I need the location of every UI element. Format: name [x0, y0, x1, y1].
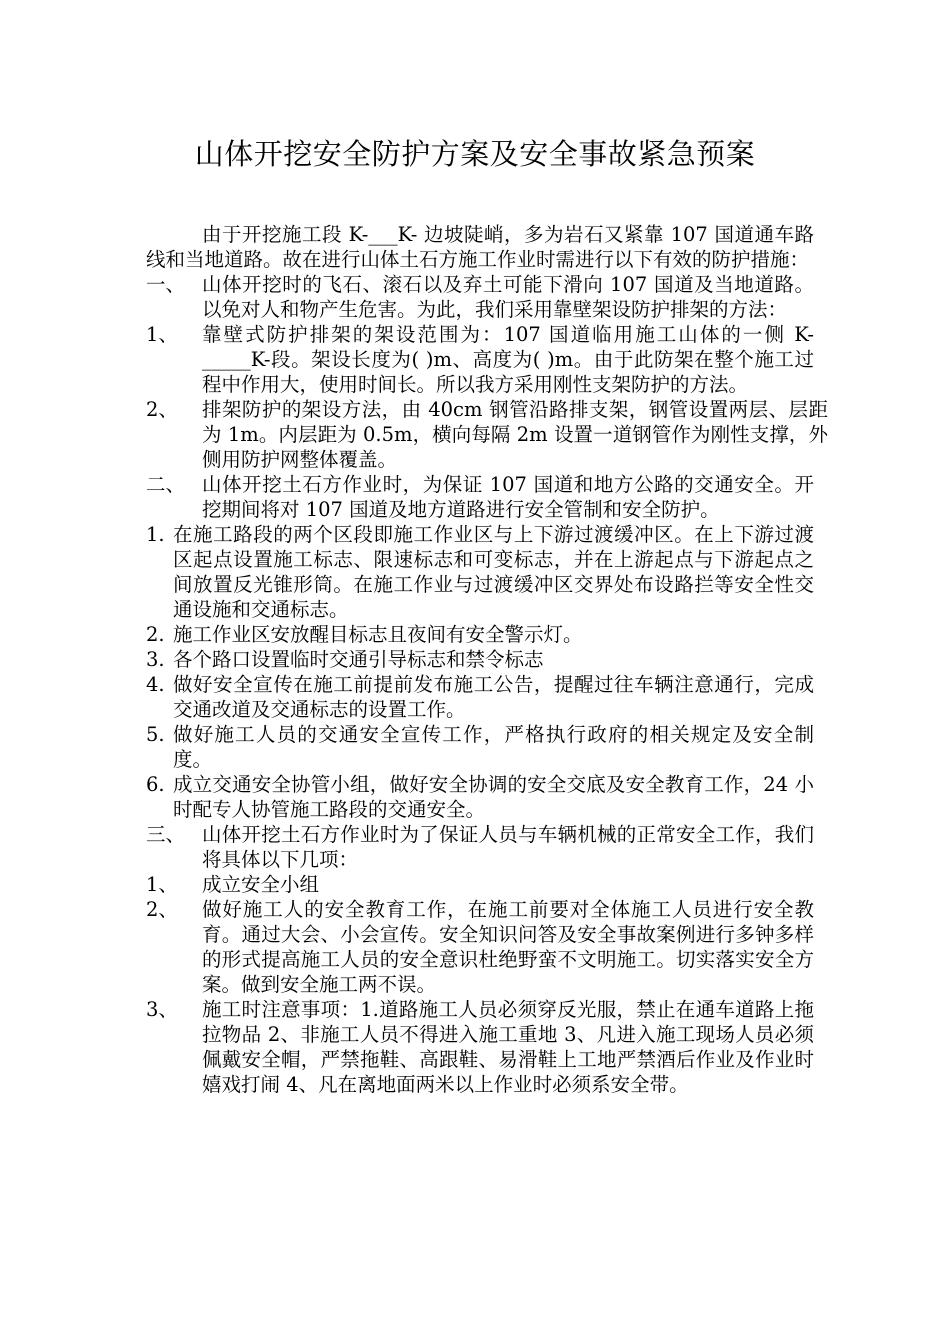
document-body	[146, 222, 828, 1097]
item-text: 靠壁式防护排架的架设范围为：107 国道临用施工山体的一侧 K-_____K-段。架设长度为( )m、高度为( )m。由于此防架在整个施工过程中作用大，使用时间长。所以我方采用刚性支架防护的方法。	[202, 323, 814, 396]
section-1-item-2	[146, 397, 828, 472]
section-2	[146, 472, 814, 522]
item-number: 一、	[146, 273, 186, 296]
item-number: 4.	[146, 673, 165, 696]
item-number: 三、	[146, 823, 186, 846]
item-number: 6.	[146, 773, 165, 796]
item-text: 山体开挖土石方作业时，为保证 107 国道和地方公路的交通安全。开挖期间将对 107 国道及地方道路进行安全管制和安全防护。	[202, 473, 814, 521]
intro-paragraph: 由于开挖施工段 K-___K- 边坡陡峭，多为岩石又紧靠 107 国道通车路线和当地道路。故在进行山体土石方施工作业时需进行以下有效的防护措施：	[146, 223, 814, 271]
item-number: 2、	[146, 898, 178, 921]
section-2-item-6	[146, 772, 814, 822]
section-3-item-1	[146, 872, 814, 897]
item-text: 做好安全宣传在施工前提前发布施工公告，提醒过往车辆注意通行，完成交通改道及交通标志的设置工作。	[173, 673, 814, 721]
item-number: 5.	[146, 723, 165, 746]
section-2-item-2	[146, 622, 814, 647]
item-text: 做好施工人的安全教育工作，在施工前要对全体施工人员进行安全教育。通过大会、小会宣传。安全知识问答及安全事故案例进行多钟多样的形式提高施工人员的安全意识杜绝野蛮不文明施工。切实落实安全方案。做到安全施工两不误。	[202, 898, 814, 996]
item-number: 2.	[146, 623, 165, 646]
item-text: 排架防护的架设方法，由 40cm 钢管沿路排支架，钢管设置两层、层距为 1m。内层距为 0.5m，横向每隔 2m 设置一道钢管作为刚性支撑，外侧用防护网整体覆盖。	[202, 398, 828, 471]
item-text: 做好施工人员的交通安全宣传工作，严格执行政府的相关规定及安全制度。	[173, 723, 814, 771]
item-text: 各个路口设置临时交通引导标志和禁令标志	[173, 648, 544, 671]
item-number: 1.	[146, 523, 165, 546]
item-number: 二、	[146, 473, 186, 496]
section-2-item-3	[146, 647, 814, 672]
item-text: 施工时注意事项：1.道路施工人员必须穿反光服，禁止在通车道路上拖拉物品 2、非施工人员不得进入施工重地 3、凡进入施工现场人员必须佩戴安全帽，严禁拖鞋、高跟鞋、易滑鞋上工地严禁酒后作业及作业时嬉戏打闹 4、凡在离地面两米以上作业时必须系安全带。	[202, 998, 814, 1096]
item-number: 3.	[146, 648, 165, 671]
item-text: 成立交通安全协管小组，做好安全协调的安全交底及安全教育工作，24 小时配专人协管施工路段的交通安全。	[173, 773, 814, 821]
section-3-item-2	[146, 897, 814, 997]
item-number: 2、	[146, 398, 178, 421]
item-number: 1、	[146, 873, 178, 896]
document-title: 山体开挖安全防护方案及安全事故紧急预案	[194, 137, 756, 171]
section-3	[146, 822, 814, 872]
section-2-item-1	[146, 522, 814, 622]
section-1	[146, 272, 814, 322]
item-text: 施工作业区安放醒目标志且夜间有安全警示灯。	[173, 623, 583, 646]
item-text: 山体开挖时的飞石、滚石以及弃土可能下滑向 107 国道及当地道路。以免对人和物产生危害。为此，我们采用靠壁架设防护排架的方法：	[202, 273, 814, 321]
section-3-item-3	[146, 997, 814, 1097]
section-2-item-4	[146, 672, 814, 722]
item-number: 1、	[146, 323, 178, 346]
section-2-item-5	[146, 722, 814, 772]
item-number: 3、	[146, 998, 178, 1021]
item-text: 在施工路段的两个区段即施工作业区与上下游过渡缓冲区。在上下游过渡区起点设置施工标志、限速标志和可变标志，并在上游起点与下游起点之间放置反光锥形筒。在施工作业与过渡缓冲区交界处布设路拦等安全性交通设施和交通标志。	[173, 523, 814, 621]
section-1-item-1	[146, 322, 814, 397]
item-text: 成立安全小组	[202, 873, 320, 896]
item-text: 山体开挖土石方作业时为了保证人员与车辆机械的正常安全工作，我们将具体以下几项：	[202, 823, 814, 871]
